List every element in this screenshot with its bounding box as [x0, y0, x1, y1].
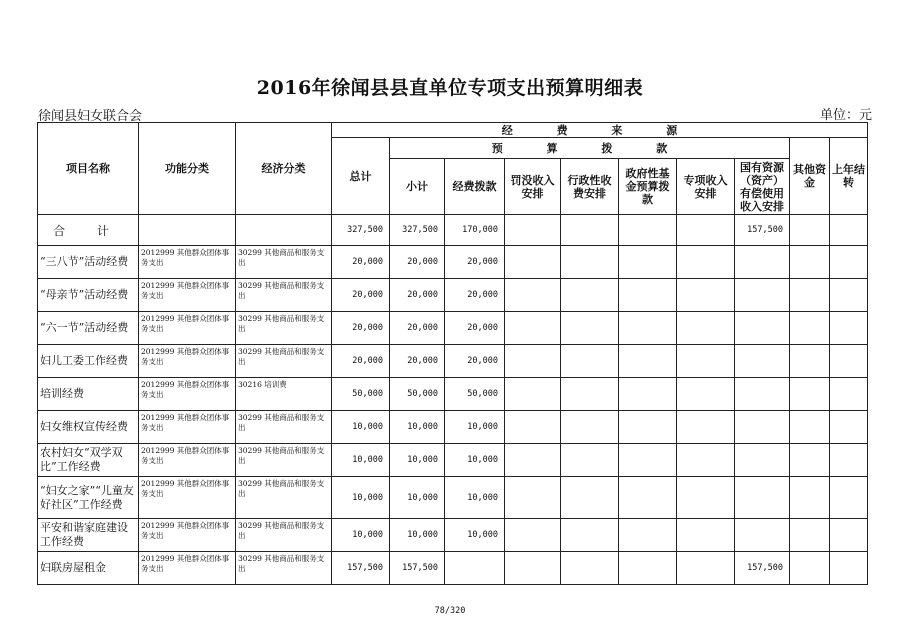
budget-table	[37, 122, 868, 585]
table-row	[38, 519, 868, 552]
appropriation-cell	[445, 552, 505, 585]
table-row	[38, 444, 868, 477]
total-cell: 20,000	[332, 345, 390, 378]
state-assets-cell	[735, 279, 790, 312]
total-cell: 20,000	[332, 312, 390, 345]
state-assets-cell	[735, 477, 790, 519]
economic-class-cell: 30299 其他商品和服务支出	[236, 279, 332, 312]
project-name-cell: 妇儿工委工作经费	[38, 345, 139, 378]
project-name-cell: 平安和谐家庭建设工作经费	[38, 519, 139, 552]
header-special-income: 专项收入安排	[677, 159, 735, 215]
currency-unit: 单位：元	[820, 108, 873, 123]
header-funding-source: 经 费 来 源	[332, 123, 868, 138]
function-class-cell: 2012999 其他群众团体事务支出	[139, 312, 236, 345]
header-function-class: 功能分类	[139, 123, 236, 215]
total-cell: 157,500	[332, 552, 390, 585]
subtotal-cell: 20,000	[390, 345, 445, 378]
state-assets-cell	[735, 411, 790, 444]
appropriation-cell: 50,000	[445, 378, 505, 411]
economic-class-cell: 30299 其他商品和服务支出	[236, 411, 332, 444]
table-row	[38, 246, 868, 279]
function-class-cell: 2012999 其他群众团体事务支出	[139, 345, 236, 378]
appropriation-cell: 20,000	[445, 312, 505, 345]
total-cell: 10,000	[332, 519, 390, 552]
function-class-cell: 2012999 其他群众团体事务支出	[139, 279, 236, 312]
total-cell: 10,000	[332, 411, 390, 444]
table-row	[38, 345, 868, 378]
header-economic-class: 经济分类	[236, 123, 332, 215]
total-cell: 50,000	[332, 378, 390, 411]
subtotal-cell: 10,000	[390, 444, 445, 477]
function-class-cell: 2012999 其他群众团体事务支出	[139, 444, 236, 477]
subtotal-cell: 327,500	[390, 215, 445, 246]
state-assets-cell	[735, 378, 790, 411]
subtotal-cell: 20,000	[390, 312, 445, 345]
header-state-assets: 国有资源（资产）有偿使用收入安排	[735, 159, 790, 215]
function-class-cell: 2012999 其他群众团体事务支出	[139, 552, 236, 585]
function-class-cell: 2012999 其他群众团体事务支出	[139, 519, 236, 552]
economic-class-cell: 30299 其他商品和服务支出	[236, 345, 332, 378]
total-cell: 20,000	[332, 279, 390, 312]
subtotal-cell: 10,000	[390, 519, 445, 552]
economic-class-cell: 30216 培训费	[236, 378, 332, 411]
state-assets-cell: 157,500	[735, 215, 790, 246]
organization-name: 徐闻县妇女联合会	[38, 109, 143, 124]
appropriation-cell: 10,000	[445, 411, 505, 444]
total-row	[38, 215, 868, 246]
header-appropriation: 经费拨款	[445, 159, 505, 215]
table-row	[38, 477, 868, 519]
total-cell: 10,000	[332, 477, 390, 519]
state-assets-cell	[735, 345, 790, 378]
header-gov-fund: 政府性基金预算拨款	[619, 159, 677, 215]
function-class-cell: 2012999 其他群众团体事务支出	[139, 411, 236, 444]
header-admin-fees: 行政性收费安排	[561, 159, 619, 215]
subtotal-cell: 50,000	[390, 378, 445, 411]
appropriation-cell: 10,000	[445, 444, 505, 477]
table-row	[38, 312, 868, 345]
state-assets-cell	[735, 246, 790, 279]
appropriation-cell: 10,000	[445, 477, 505, 519]
subtotal-cell: 20,000	[390, 246, 445, 279]
page-title: 2016年徐闻县县直单位专项支出预算明细表	[256, 77, 644, 99]
subtotal-cell: 157,500	[390, 552, 445, 585]
appropriation-cell: 20,000	[445, 345, 505, 378]
economic-class-cell: 30299 其他商品和服务支出	[236, 519, 332, 552]
table-row	[38, 279, 868, 312]
total-cell: 327,500	[332, 215, 390, 246]
economic-class-cell: 30299 其他商品和服务支出	[236, 444, 332, 477]
header-fines: 罚没收入安排	[505, 159, 561, 215]
state-assets-cell	[735, 519, 790, 552]
subtotal-cell: 20,000	[390, 279, 445, 312]
economic-class-cell: 30299 其他商品和服务支出	[236, 552, 332, 585]
project-name-cell: “母亲节”活动经费	[38, 279, 139, 312]
project-name-cell: 培训经费	[38, 378, 139, 411]
total-cell: 10,000	[332, 444, 390, 477]
table-row	[38, 552, 868, 585]
total-cell: 20,000	[332, 246, 390, 279]
state-assets-cell	[735, 444, 790, 477]
header-subtotal: 小计	[390, 159, 445, 215]
header-project-name: 项目名称	[38, 123, 139, 215]
project-name-cell: “三八节”活动经费	[38, 246, 139, 279]
economic-class-cell: 30299 其他商品和服务支出	[236, 312, 332, 345]
table-row	[38, 378, 868, 411]
project-name-cell: “六一节”活动经费	[38, 312, 139, 345]
state-assets-cell	[735, 312, 790, 345]
project-name-cell: 妇联房屋租金	[38, 552, 139, 585]
function-class-cell: 2012999 其他群众团体事务支出	[139, 378, 236, 411]
header-carryover: 上年结转	[830, 138, 868, 215]
appropriation-cell: 170,000	[445, 215, 505, 246]
header-other-funds: 其他资金	[790, 138, 830, 215]
state-assets-cell: 157,500	[735, 552, 790, 585]
appropriation-cell: 10,000	[445, 519, 505, 552]
project-name-cell: “妇女之家”“儿童友好社区”工作经费	[38, 477, 139, 519]
project-name-cell: 妇女维权宣传经费	[38, 411, 139, 444]
project-name-cell: 农村妇女“双学双比”工作经费	[38, 444, 139, 477]
header-budget-allocation: 预 算 拨 款	[390, 138, 790, 159]
function-class-cell: 2012999 其他群众团体事务支出	[139, 246, 236, 279]
economic-class-cell: 30299 其他商品和服务支出	[236, 246, 332, 279]
total-label: 合 计	[38, 215, 139, 246]
header-total: 总计	[332, 138, 390, 215]
table-row	[38, 411, 868, 444]
appropriation-cell: 20,000	[445, 246, 505, 279]
subtotal-cell: 10,000	[390, 411, 445, 444]
economic-class-cell: 30299 其他商品和服务支出	[236, 477, 332, 519]
page-number: 78/320	[434, 606, 466, 616]
subtotal-cell: 10,000	[390, 477, 445, 519]
appropriation-cell: 20,000	[445, 279, 505, 312]
function-class-cell: 2012999 其他群众团体事务支出	[139, 477, 236, 519]
